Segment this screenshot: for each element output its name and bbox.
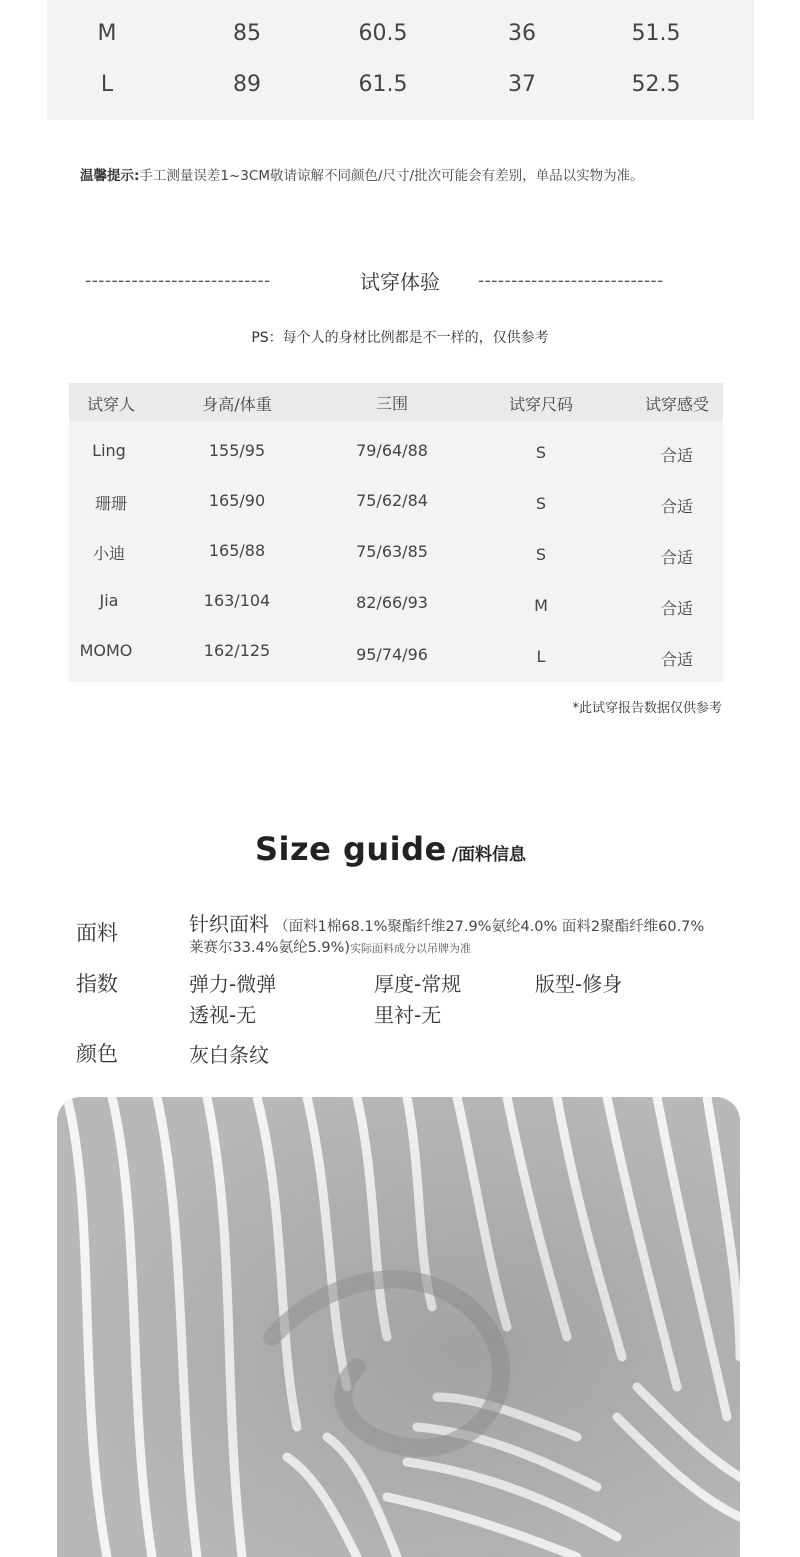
tester-name: Jia xyxy=(99,591,119,610)
fabric-info-title: /面料信息 xyxy=(451,845,527,865)
tester-name: Ling xyxy=(92,441,126,460)
fabric-label: 面料 xyxy=(76,921,118,945)
size-value: 60.5 xyxy=(358,21,408,46)
height-weight: 155/95 xyxy=(208,441,266,460)
fabric-info-line2 xyxy=(189,936,471,957)
fitting-table-body xyxy=(69,421,723,682)
fabric-detail: （面料1棉68.1%聚酯纤维27.9%氨纶4.0% 面料2聚酯纤维60.7% xyxy=(274,919,705,935)
measurements: 75/63/85 xyxy=(356,542,428,561)
fabric-detail-2: 莱赛尔33.4%氨纶5.9%) xyxy=(189,940,351,956)
measurements: 95/74/96 xyxy=(356,645,428,664)
fitting-table-header xyxy=(69,383,723,421)
tester-name: MOMO xyxy=(79,641,133,660)
divider-left: ---------------------------- xyxy=(85,271,271,291)
tried-size: L xyxy=(536,647,546,666)
height-weight: 165/88 xyxy=(208,541,266,560)
size-value: 61.5 xyxy=(358,72,408,97)
divider-right: ---------------------------- xyxy=(478,271,664,291)
height-weight: 163/104 xyxy=(203,591,271,610)
fabric-note: 实际面料成分以吊牌为准 xyxy=(350,942,472,955)
tried-size: S xyxy=(535,443,547,462)
color-label: 颜色 xyxy=(76,1042,118,1066)
fit-feeling: 合适 xyxy=(660,599,693,618)
fit-type: 版型-修身 xyxy=(535,972,623,996)
striped-fabric-photo xyxy=(57,1097,740,1557)
size-value: 36 xyxy=(508,21,536,46)
tried-size: M xyxy=(534,596,548,615)
fit-feeling: 合适 xyxy=(660,650,693,669)
size-label: L xyxy=(100,72,114,97)
index-label: 指数 xyxy=(76,972,118,996)
measurements: 79/64/88 xyxy=(356,441,428,460)
fabric-main: 针织面料 xyxy=(189,912,269,936)
fitting-ps-note: PS：每个人的身材比例都是不一样的，仅供参考 xyxy=(251,330,549,346)
size-value: 51.5 xyxy=(631,21,681,46)
lining: 里衬-无 xyxy=(374,1003,442,1027)
header-tester: 试穿人 xyxy=(86,395,135,414)
height-weight: 162/125 xyxy=(203,641,271,660)
thickness: 厚度-常规 xyxy=(374,972,462,996)
color-value: 灰白条纹 xyxy=(189,1043,269,1067)
tried-size: S xyxy=(535,494,547,513)
height-weight: 165/90 xyxy=(208,491,266,510)
size-value: 89 xyxy=(233,72,261,97)
header-height-weight: 身高/体重 xyxy=(202,395,272,414)
elasticity: 弹力-微弹 xyxy=(189,972,277,996)
header-size: 试穿尺码 xyxy=(508,395,573,414)
fabric-stripes-graphic xyxy=(57,1097,740,1557)
size-row-m xyxy=(47,9,754,59)
tester-name: 珊珊 xyxy=(94,494,127,513)
transparency: 透视-无 xyxy=(189,1003,257,1027)
fit-feeling: 合适 xyxy=(660,497,693,516)
size-row-l xyxy=(47,60,754,110)
size-label: M xyxy=(97,21,117,46)
size-value: 37 xyxy=(508,72,536,97)
fitting-disclaimer: *此试穿报告数据仅供参考 xyxy=(572,701,722,716)
fabric-info xyxy=(189,908,704,937)
size-guide-title: Size guide xyxy=(255,830,447,868)
measurements: 82/66/93 xyxy=(356,593,428,612)
header-feeling: 试穿感受 xyxy=(644,395,709,414)
tester-name: 小迪 xyxy=(92,544,125,563)
fitting-title: 试穿体验 xyxy=(360,270,440,294)
size-table xyxy=(47,0,754,120)
tried-size: S xyxy=(535,545,547,564)
tip-label: 温馨提示: xyxy=(80,168,140,184)
fit-feeling: 合适 xyxy=(660,548,693,567)
size-value: 52.5 xyxy=(631,72,681,97)
tip-text: 手工测量误差1~3CM敬请谅解不同颜色/尺寸/批次可能会有差别，单品以实物为准。 xyxy=(139,168,644,184)
measurements: 75/62/84 xyxy=(356,491,428,510)
header-measurements: 三围 xyxy=(375,394,408,413)
size-value: 85 xyxy=(233,21,261,46)
size-guide-heading xyxy=(255,830,526,868)
measurement-tip xyxy=(80,164,644,184)
fit-feeling: 合适 xyxy=(660,446,693,465)
